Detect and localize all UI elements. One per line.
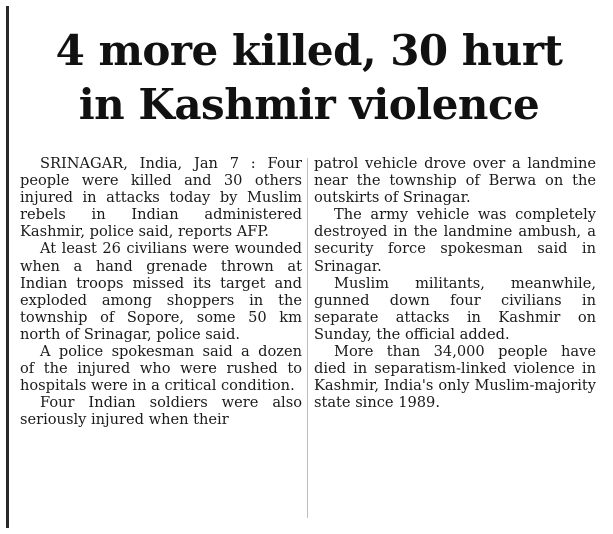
paragraph-army-vehicle: The army vehicle was completely destroyed in the landmine ambush, a security force spokesman said in Srinagar. [314, 206, 596, 275]
article-column-left [20, 155, 302, 429]
column-divider [307, 158, 308, 518]
paragraph-death-toll: More than 34,000 people have died in separatism-linked violence in Kashmir, India's only Muslim-majority state since 1989. [314, 343, 596, 412]
paragraph-injured: A police spokesman said a dozen of the injured who were rushed to hospitals were in a critical condition. [20, 343, 302, 395]
paragraph-militants: Muslim militants, meanwhile, gunned down four civilians in separate attacks in Kashmir on Sunday, the official added. [314, 274, 596, 343]
headline-line-2: in Kashmir violence [78, 80, 540, 129]
left-border-rule [6, 6, 9, 528]
paragraph-soldiers: Four Indian soldiers were also seriously injured when their [20, 394, 302, 429]
paragraph-grenade: At least 26 civilians were wounded when a hand grenade thrown at Indian troops missed its target and exploded among shoppers in the township of Sopore, some 50 km north of Srinagar, police said. [20, 240, 302, 343]
paragraph-soldiers-continued: patrol vehicle drove over a landmine near the township of Berwa on the outskirts of Srinagar. [314, 155, 596, 207]
article-column-right [314, 155, 596, 411]
paragraph-dateline: SRINAGAR, India, Jan 7 : Four people were killed and 30 others injured in attacks today by Muslim rebels in Indian administered Kashmir, police said, reports AFP. [20, 155, 302, 241]
headline [14, 24, 604, 132]
headline-line-1: 4 more killed, 30 hurt [55, 26, 563, 75]
